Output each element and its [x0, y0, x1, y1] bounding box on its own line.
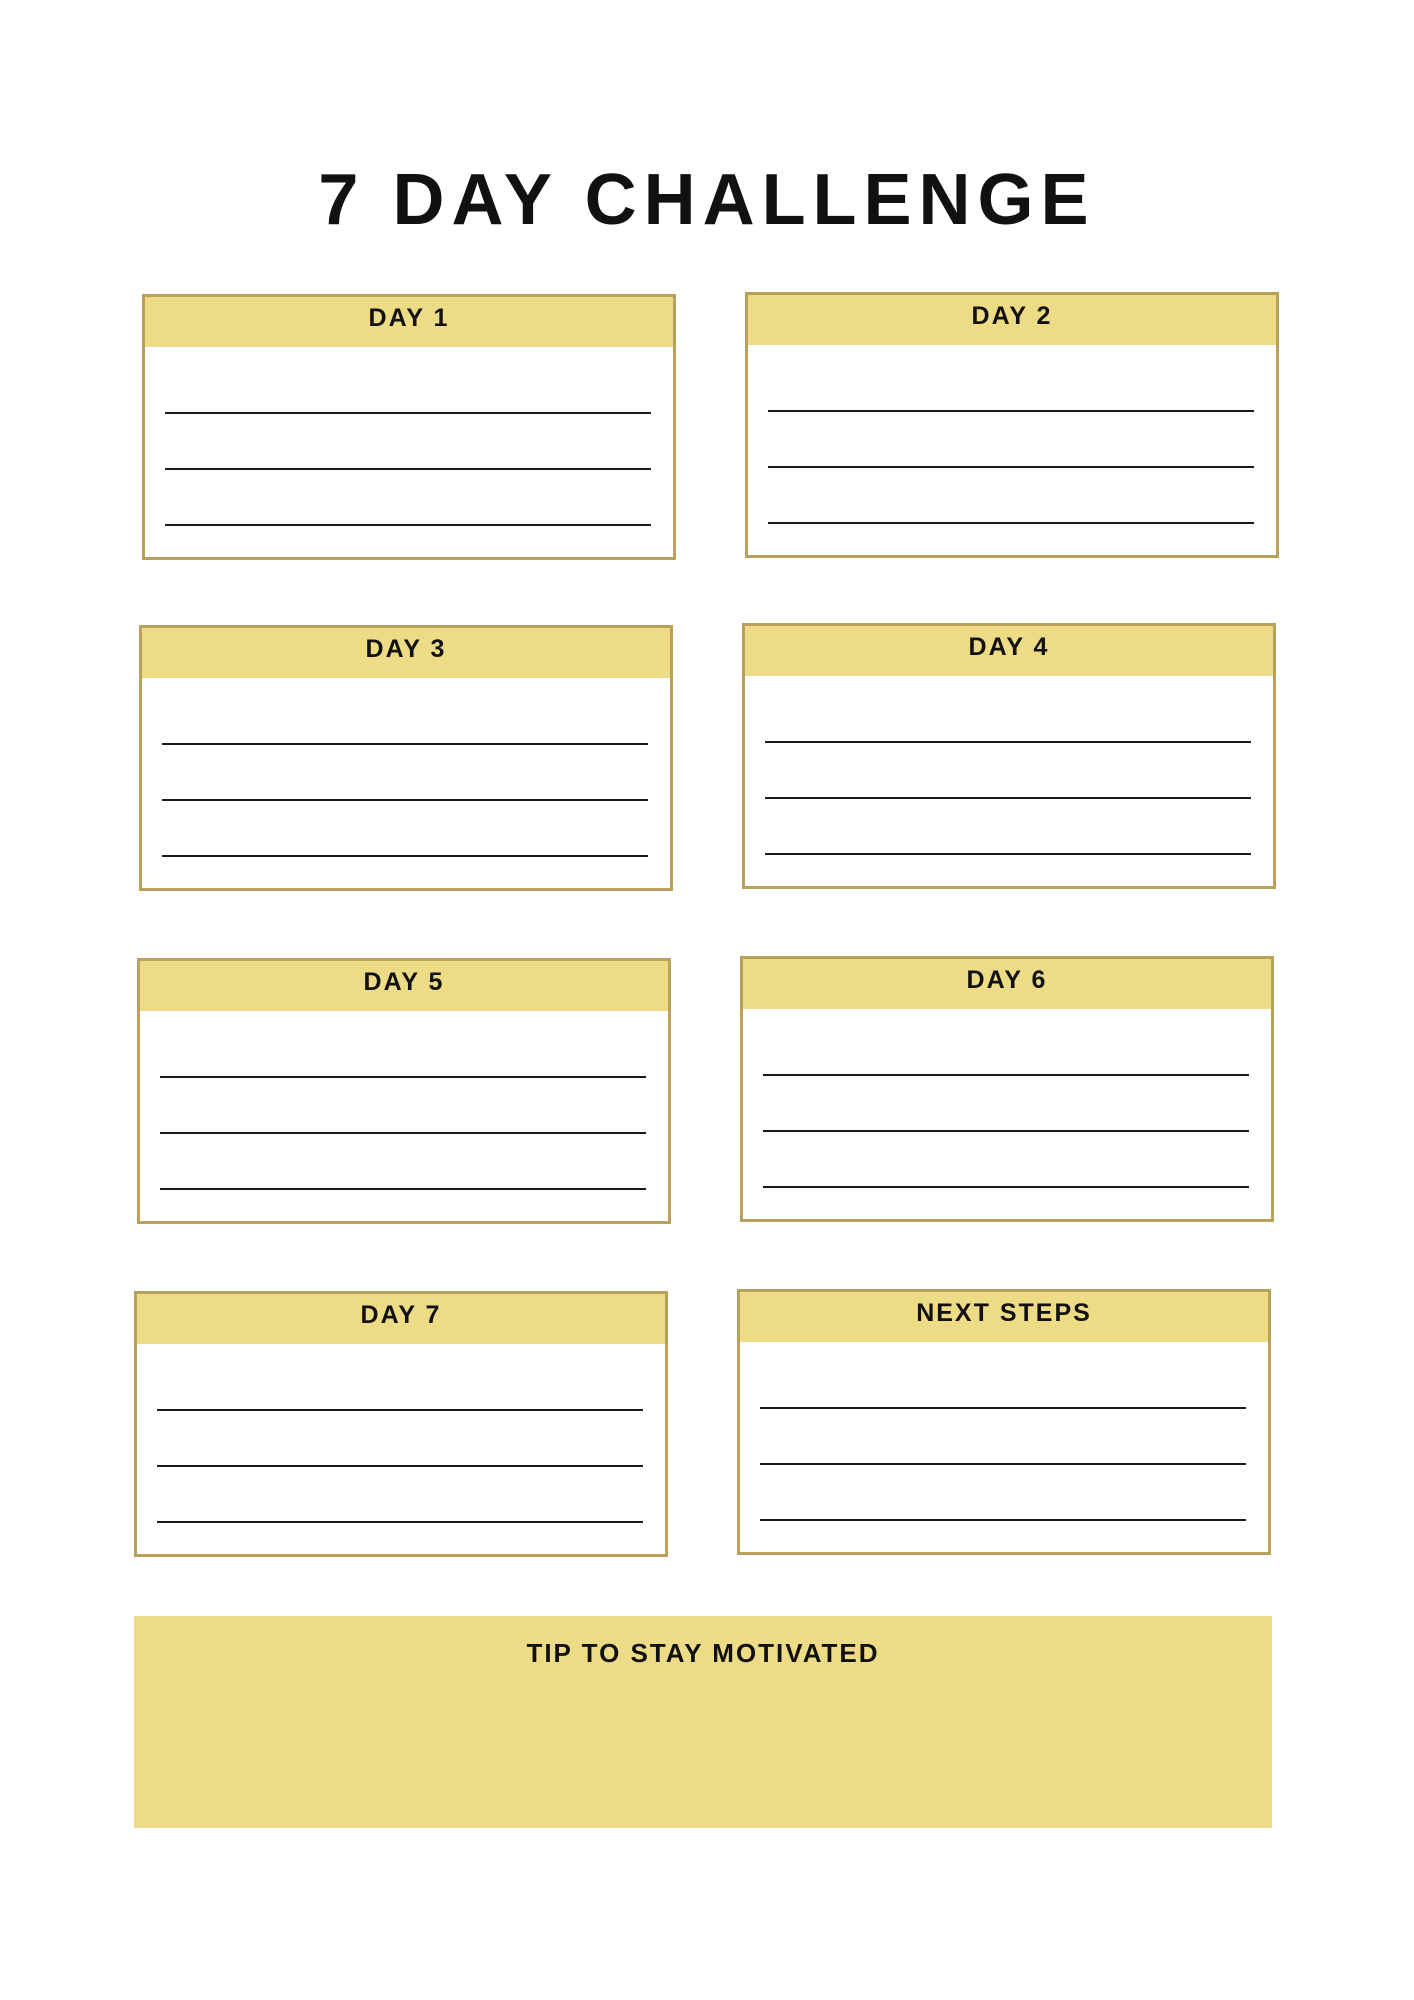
- writing-line: [162, 855, 648, 857]
- card-header: DAY 6: [743, 959, 1271, 1009]
- writing-line: [768, 466, 1254, 468]
- writing-line: [765, 797, 1251, 799]
- day-4-card: [742, 623, 1276, 889]
- page-title: 7 DAY CHALLENGE: [318, 160, 1096, 240]
- writing-line: [765, 741, 1251, 743]
- tip-box: [134, 1616, 1272, 1828]
- card-header: NEXT STEPS: [740, 1292, 1268, 1342]
- card-header: DAY 4: [745, 626, 1273, 676]
- writing-line: [162, 743, 648, 745]
- next-steps-card: [737, 1289, 1271, 1555]
- writing-line: [765, 853, 1251, 855]
- writing-line: [157, 1409, 643, 1411]
- writing-line: [760, 1407, 1246, 1409]
- writing-line: [157, 1465, 643, 1467]
- writing-line: [160, 1076, 646, 1078]
- day-5-card: [137, 958, 671, 1224]
- writing-line: [165, 524, 651, 526]
- writing-line: [157, 1521, 643, 1523]
- day-3-card: [139, 625, 673, 891]
- writing-line: [160, 1188, 646, 1190]
- writing-line: [165, 412, 651, 414]
- writing-line: [768, 410, 1254, 412]
- tip-title: TIP TO STAY MOTIVATED: [526, 1638, 880, 1668]
- writing-line: [763, 1074, 1249, 1076]
- card-header: DAY 5: [140, 961, 668, 1011]
- day-7-card: [134, 1291, 668, 1557]
- card-header: DAY 7: [137, 1294, 665, 1344]
- day-2-card: [745, 292, 1279, 558]
- writing-line: [760, 1519, 1246, 1521]
- writing-line: [165, 468, 651, 470]
- card-header: DAY 3: [142, 628, 670, 678]
- day-6-card: [740, 956, 1274, 1222]
- card-header: DAY 1: [145, 297, 673, 347]
- day-1-card: [142, 294, 676, 560]
- writing-line: [763, 1130, 1249, 1132]
- writing-line: [160, 1132, 646, 1134]
- writing-line: [768, 522, 1254, 524]
- card-header: DAY 2: [748, 295, 1276, 345]
- writing-line: [763, 1186, 1249, 1188]
- writing-line: [162, 799, 648, 801]
- writing-line: [760, 1463, 1246, 1465]
